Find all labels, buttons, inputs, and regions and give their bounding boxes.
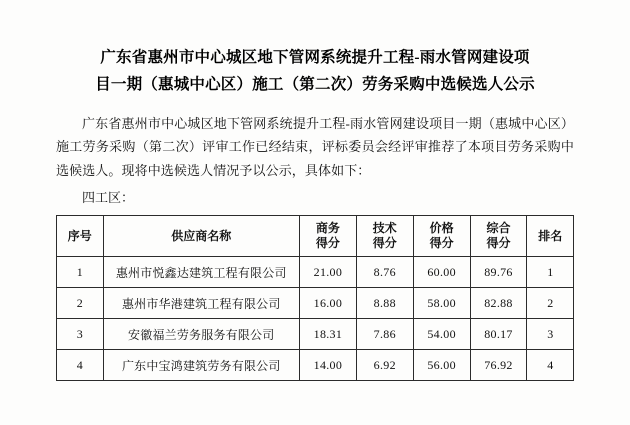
table-header-business-score: 商务 得分: [299, 216, 356, 257]
page-title-line-2: 目一期（惠城中心区）施工（第二次）劳务采购中选候选人公示: [95, 76, 535, 94]
cell-supplier: 安徽福兰劳务服务有限公司: [103, 319, 299, 350]
section-label: 四工区：: [82, 189, 135, 205]
cell-business-score: 16.00: [299, 288, 356, 319]
table-row: [57, 319, 574, 350]
table-row: [57, 350, 574, 381]
cell-supplier: 惠州市悦鑫达建筑工程有限公司: [103, 257, 299, 288]
cell-index: 1: [57, 257, 104, 288]
table-header-row: [57, 216, 574, 257]
table-header-price-score: 价格 得分: [413, 216, 470, 257]
cell-business-score: 14.00: [299, 350, 356, 381]
cell-rank: 4: [527, 350, 574, 381]
table-header-index: 序号: [57, 216, 104, 257]
cell-price-score: 56.00: [413, 350, 470, 381]
table-row: [57, 257, 574, 288]
cell-business-score: 18.31: [299, 319, 356, 350]
cell-total-score: 89.76: [470, 257, 527, 288]
page-title-line-1: 广东省惠州市中心城区地下管网系统提升工程-雨水管网建设项: [100, 49, 530, 66]
cell-index: 2: [57, 288, 104, 319]
cell-total-score: 82.88: [470, 288, 527, 319]
intro-paragraph: 广东省惠州市中心城区地下管网系统提升工程-雨水管网建设项目一期（惠城中心区）施工劳务采购（第二次）评审工作已经结束，评标委员会经评审推荐了本项目劳务采购中选候选人。现将中选候选人情况予以公示，具体如下：: [56, 116, 574, 178]
cell-total-score: 80.17: [470, 319, 527, 350]
cell-technical-score: 7.86: [356, 319, 413, 350]
cell-rank: 3: [527, 319, 574, 350]
cell-supplier: 惠州市华港建筑工程有限公司: [103, 288, 299, 319]
table-header-rank: 排名: [527, 216, 574, 257]
cell-technical-score: 8.88: [356, 288, 413, 319]
cell-price-score: 58.00: [413, 288, 470, 319]
table-row: [57, 288, 574, 319]
table-header-total-score: 综合 得分: [470, 216, 527, 257]
cell-price-score: 54.00: [413, 319, 470, 350]
table-header-supplier: 供应商名称: [103, 216, 299, 257]
cell-rank: 2: [527, 288, 574, 319]
cell-index: 3: [57, 319, 104, 350]
cell-index: 4: [57, 350, 104, 381]
cell-rank: 1: [527, 257, 574, 288]
cell-technical-score: 6.92: [356, 350, 413, 381]
cell-technical-score: 8.76: [356, 257, 413, 288]
cell-supplier: 广东中宝鸿建筑劳务有限公司: [103, 350, 299, 381]
table-header-technical-score: 技术 得分: [356, 216, 413, 257]
cell-business-score: 21.00: [299, 257, 356, 288]
page-title: [56, 44, 574, 98]
cell-total-score: 76.92: [470, 350, 527, 381]
cell-price-score: 60.00: [413, 257, 470, 288]
candidate-score-table: [56, 215, 574, 381]
